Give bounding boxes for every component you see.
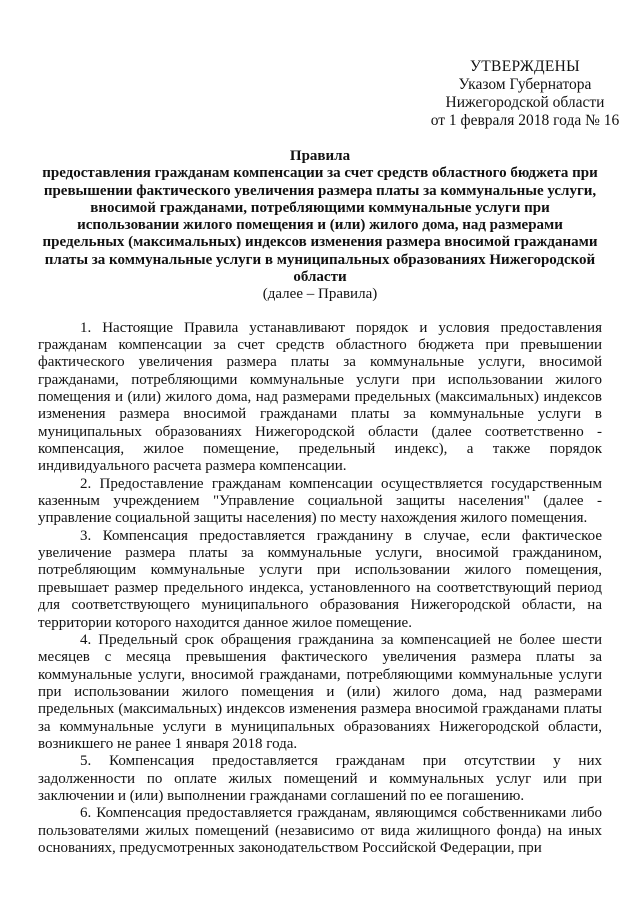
paragraph-6: 6. Компенсация предоставляется гражданам, являющимся собственниками либо пользователями жилых помещений (независимо от вида жилищного фонда) на иных основаниях, предусмотренных законодательством Российской Федерации, при bbox=[38, 805, 602, 856]
paragraph-5: 5. Компенсация предоставляется гражданам при отсутствии у них задолженности по оплате жилых помещений и коммунальных услуг или при заключении и (или) выполнении гражданами соглашений по ее погашению. bbox=[38, 753, 602, 804]
document-title bbox=[38, 148, 602, 304]
title-note: (далее – Правила) bbox=[262, 286, 378, 303]
approval-title: УТВЕРЖДЕНЫ bbox=[470, 58, 580, 75]
paragraph-4: 4. Предельный срок обращения гражданина за компенсацией не более шести месяцев с месяца превышения фактического увеличения размера платы за коммунальные услуги, вносимой гражданами, потребляющими коммунальные услуги при использовании жилого помещения и (или) жилого дома, над размерами предельных (максимальных) индексов изменения размера вносимой гражданами платы за коммунальные услуги в муниципальных образованиях Нижегородской области, возникшего не ранее 1 января 2018 года. bbox=[38, 631, 602, 752]
title-heading: Правила bbox=[289, 148, 351, 164]
title-subtitle: предоставления гражданам компенсации за счет средств областного бюджета при превышении фактического увеличения размера платы за коммунальные услуги, вносимой гражданами, потребляющими коммунальные услуги при использовании жилого помещения и (или) жилого дома, над размерами предельных (максимальных) индексов изменения размера вносимой гражданами платы за коммунальные услуги в муниципальных образованиях Нижегородской области bbox=[42, 165, 598, 286]
paragraph-3: 3. Компенсация предоставляется гражданину в случае, если фактическое увеличение размера платы за коммунальные услуги, вносимой гражданином, потребляющим коммунальные услуги при использовании жилого помещения, превышает размер предельного индекса, установленного на соответствующий период для соответствующего муниципального образования Нижегородской области, на территории которого находится данное жилое помещение. bbox=[38, 527, 602, 631]
approval-stamp bbox=[410, 58, 640, 130]
paragraph-2: 2. Предоставление гражданам компенсации осуществляется государственным казенным учреждением "Управление социальной защиты населения" (далее - управление социальной защиты населения) по месту нахождения жилого помещения. bbox=[38, 475, 602, 527]
approval-region: Нижегородской области bbox=[445, 94, 605, 111]
paragraph-1: 1. Настоящие Правила устанавливают порядок и условия предоставления гражданам компенсации за счет средств областного бюджета при превышении фактического увеличения размера платы за коммунальные услуги, вносимой гражданами, потребляющими коммунальные услуги при использовании жилого помещения и (или) жилого дома, над размерами предельных (максимальных) индексов изменения размера вносимой гражданами платы за коммунальные услуги в муниципальных образованиях Нижегородской области (далее соответственно - компенсация, жилое помещение, предельный индекс), а также порядок индивидуального расчета размера компенсации. bbox=[38, 319, 602, 475]
document-body bbox=[38, 320, 602, 858]
approval-date: от 1 февраля 2018 года № 16 bbox=[430, 112, 620, 129]
approval-decree: Указом Губернатора bbox=[458, 76, 592, 93]
